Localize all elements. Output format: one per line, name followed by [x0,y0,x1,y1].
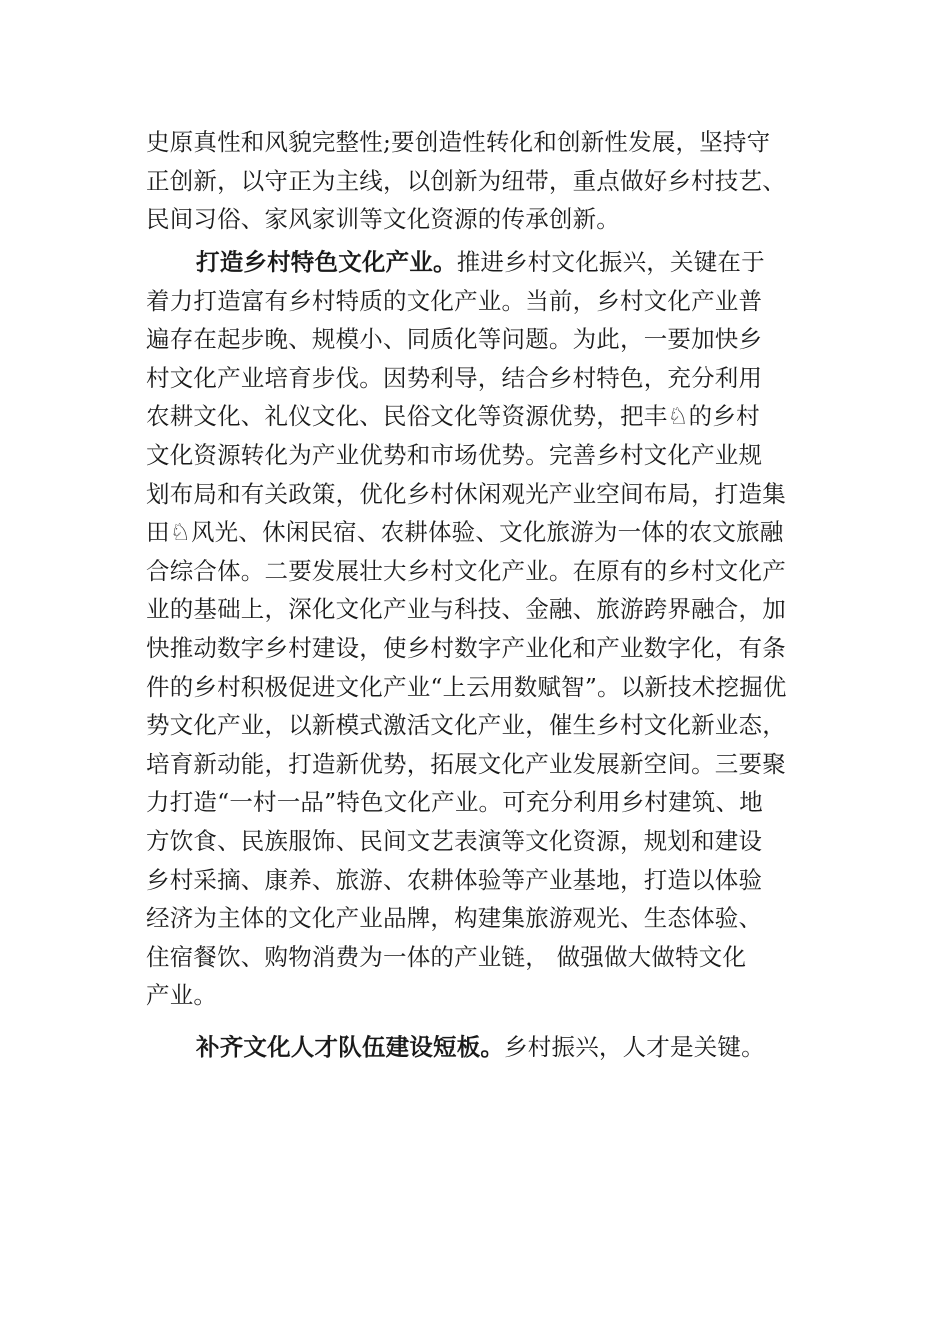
text-line: 合综合体。二要发展壮大乡村文化产业。在原有的乡村文化产 [146,556,786,585]
text-line: 培育新动能，打造新优势，拓展文化产业发展新空间。三要聚 [146,749,786,778]
text-line: 文化资源转化为产业优势和市场优势。完善乡村文化产业规 [146,440,763,469]
section-heading-talent: 补齐文化人才队伍建设短板。 [196,1033,505,1061]
text-run: 乡村振兴，人才是关键。 [504,1033,765,1061]
paragraph-first-line [146,243,826,282]
text-line: 田♘风光、休闲民宿、农耕体验、文化旅游为一体的农文旅融 [146,518,784,547]
paragraph-talent [146,1028,826,1067]
text-line: 业的基础上，深化文化产业与科技、金融、旅游跨界融合，加 [146,595,786,624]
paragraph-first-line [146,1028,826,1067]
text-line: 经济为主体的文化产业品牌，构建集旅游观光、生态体验、 [146,904,763,933]
text-line: 村文化产业培育步伐。因势利导，结合乡村特色，充分利用 [146,363,763,392]
text-line: 正创新，以守正为主线，以创新为纽带，重点做好乡村技艺、 [146,166,786,195]
text-line: 件的乡村积极促进文化产业“上云用数赋智”。以新技术挖掘优 [146,672,787,701]
text-line: 史原真性和风貌完整性;要创造性转化和创新性发展，坚持守 [146,128,771,156]
text-line: 产业。 [146,981,218,1010]
paragraph-cultural-industry [146,243,826,1015]
text-line: 遍存在起步晚、规模小、同质化等问题。为此，一要加快乡 [146,325,763,354]
text-line: 快推动数字乡村建设，使乡村数字产业化和产业数字化，有条 [146,633,786,662]
text-line: 力打造“一村一品”特色文化产业。可充分利用乡村建筑、地 [146,788,763,817]
text-line: 着力打造富有乡村特质的文化产业。当前，乡村文化产业普 [146,286,763,315]
text-line: 方饮食、民族服饰、民间文艺表演等文化资源，规划和建设 [146,826,763,855]
text-line: 住宿餐饮、购物消费为一体的产业链， 做强做大做特文化 [146,942,747,971]
text-line: 民间习俗、家风家训等文化资源的传承创新。 [146,205,620,234]
text-run: 推进乡村文化振兴，关键在于 [456,248,765,276]
text-line: 势文化产业，以新模式激活文化产业，催生乡村文化新业态， [146,711,786,740]
text-line: 农耕文化、礼仪文化、民俗文化等资源优势，把丰♘的乡村 [146,402,760,431]
text-line: 划布局和有关政策，优化乡村休闲观光产业空间布局，打造集 [146,479,786,508]
section-heading-cultural-industry: 打造乡村特色文化产业。 [196,248,457,276]
text-line: 乡村采摘、康养、旅游、农耕体验等产业基地，打造以体验 [146,865,763,894]
paragraph-heritage [146,123,826,239]
